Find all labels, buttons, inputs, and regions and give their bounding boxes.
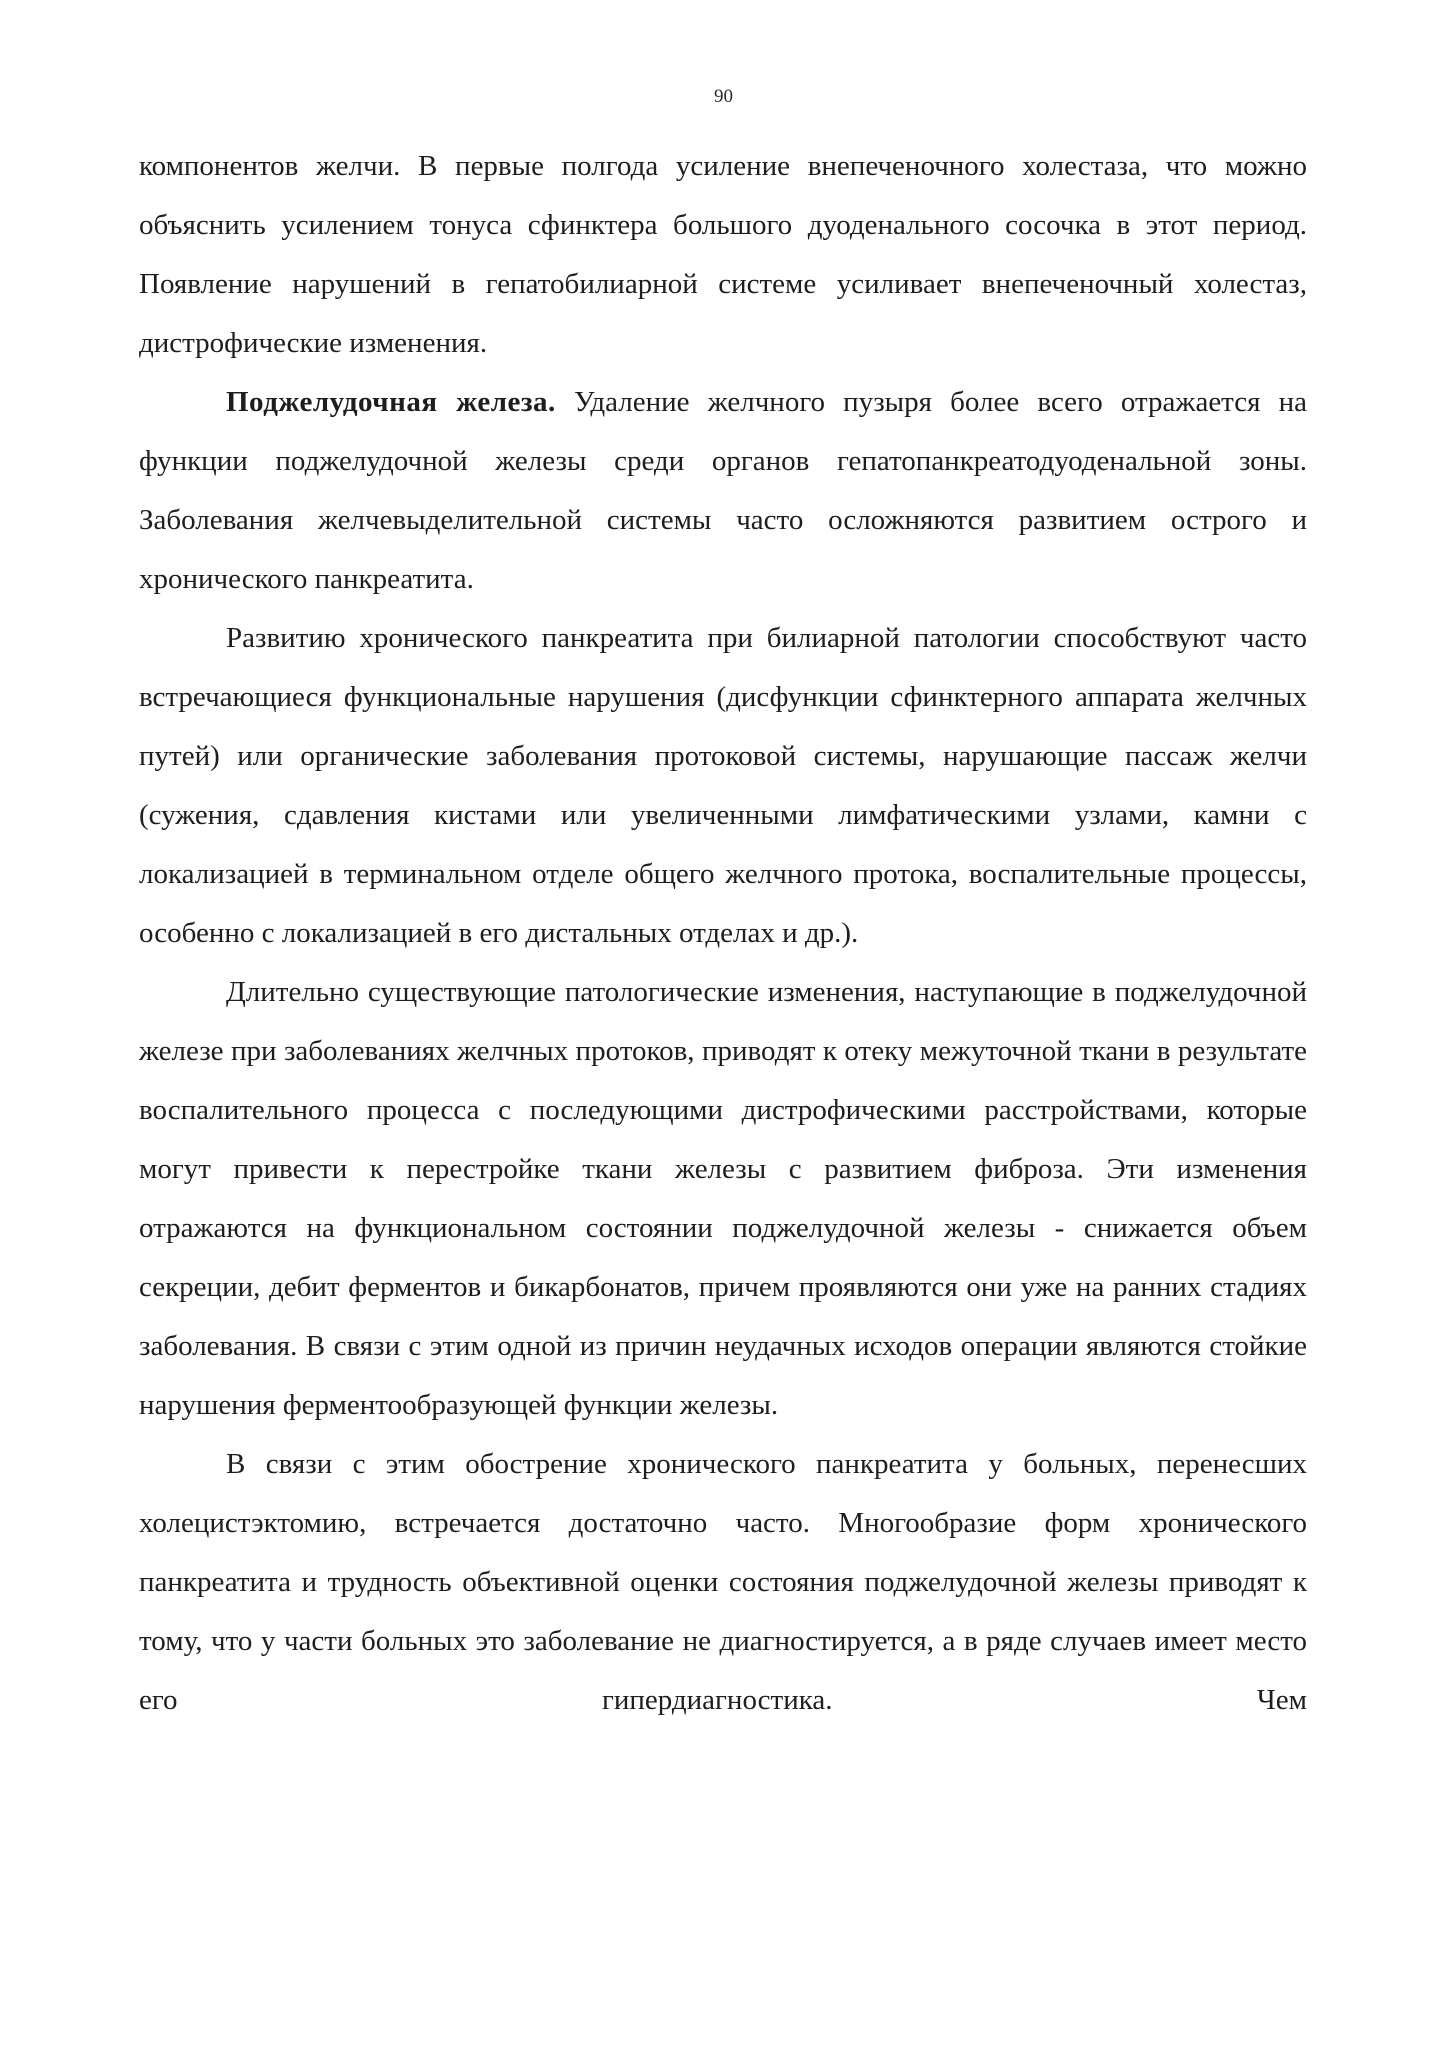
paragraph-3-text: Развитию хронического панкреатита при билиарной патологии способствуют часто встречающиеся функциональные нарушения (дисфункции сфинктерного аппарата желчных путей) или органические заболевания протоковой системы, нарушающие пассаж желчи (сужения, сдавления кистами или увеличенными лимфатическими узлами, камни с локализацией в терминальном отделе общего желчного протока, воспалительные процессы, особенно с локализацией в его дистальных отделах и др.). bbox=[139, 622, 1307, 949]
paragraph-4 bbox=[139, 963, 1307, 1435]
paragraph-2-text: Удаление желчного пузыря более всего отражается на функции поджелудочной железы среди органов гепатопанкреатодуоденальной зоны. Заболевания желчевыделительной системы часто осложняются развитием острого и хронического панкреатита. bbox=[139, 386, 1307, 595]
paragraph-3 bbox=[139, 609, 1307, 963]
paragraph-1-text: компонентов желчи. В первые полгода усиление внепеченочного холестаза, что можно объяснить усилением тонуса сфинктера большого дуоденального сосочка в этот период. Появление нарушений в гепатобилиарной системе усиливает внепеченочный холестаз, дистрофические изменения. bbox=[139, 150, 1307, 359]
body-text bbox=[139, 137, 1307, 1730]
paragraph-5-text: В связи с этим обострение хронического панкреатита у больных, перенесших холецистэктомию, встречается достаточно часто. Многообразие форм хронического панкреатита и трудность объективной оценки состояния поджелудочной железы приводят к тому, что у части больных это заболевание не диагностируется, а в ряде случаев имеет место его гипердиагностика. Чем bbox=[139, 1448, 1307, 1716]
page-number: 90 bbox=[714, 86, 733, 107]
section-heading-pancreas: Поджелудочная железа. bbox=[226, 386, 556, 418]
paragraph-4-text: Длительно существующие патологические изменения, наступающие в поджелудочной железе при заболеваниях желчных протоков, приводят к отеку межуточной ткани в результате воспалительного процесса с последующими дистрофическими расстройствами, которые могут привести к перестройке ткани железы с развитием фиброза. Эти изменения отражаются на функциональном состоянии поджелудочной железы - снижается объем секреции, дебит ферментов и бикарбонатов, причем проявляются они уже на ранних стадиях заболевания. В связи с этим одной из причин неудачных исходов операции являются стойкие нарушения ферментообразующей функции железы. bbox=[139, 976, 1307, 1421]
paragraph-2 bbox=[139, 373, 1307, 609]
paragraph-5 bbox=[139, 1435, 1307, 1730]
paragraph-1 bbox=[139, 137, 1307, 373]
